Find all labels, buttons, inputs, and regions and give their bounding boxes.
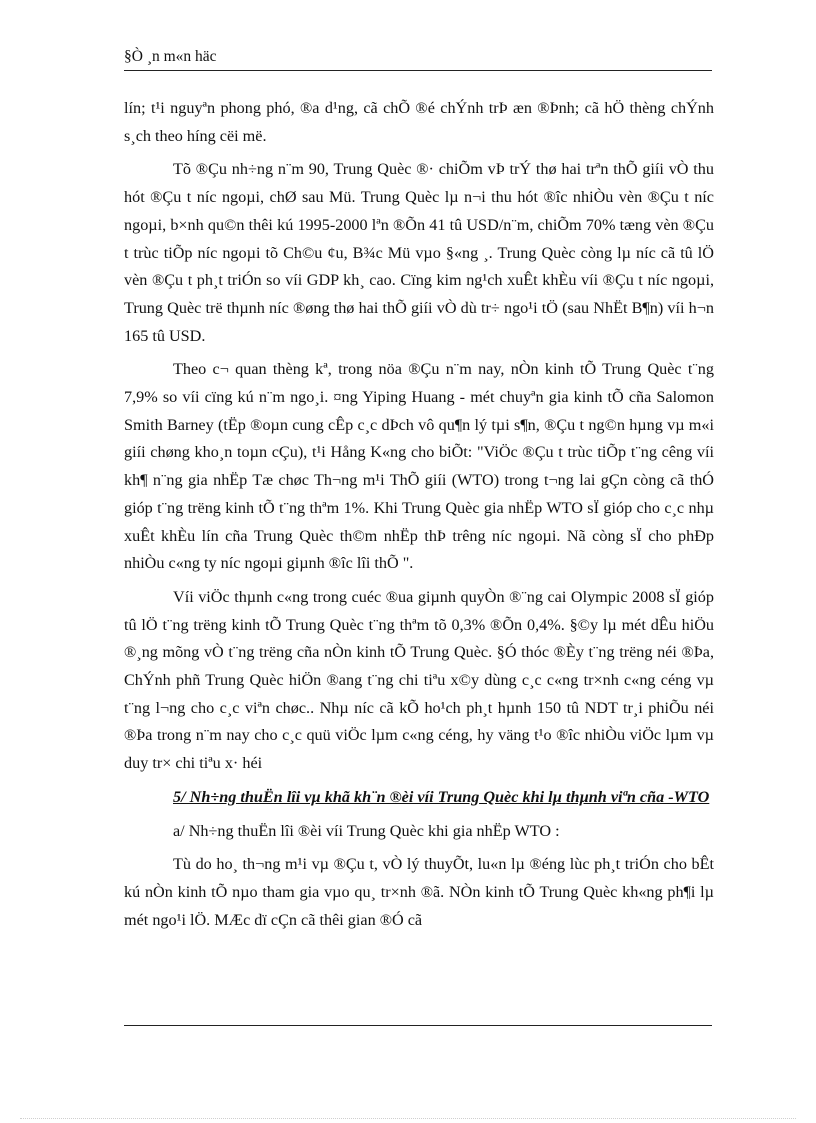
page-bottom-edge [20, 1118, 796, 1119]
subsection-title: a/ Nh÷ng thuËn lîi ®èi víi Trung Quèc khi gia nhËp WTO : [173, 821, 560, 840]
footer-divider [124, 1025, 712, 1026]
paragraph-2: Tõ ®Çu nh÷ng n¨m 90, Trung Quèc ®· chiÕm vÞ trÝ thø hai trªn thÕ giíi vÒ thu hót ®Çu t níc ngoµi, chØ sau Mü. Trung Quèc lµ n¬i thu hót ®îc nhiÒu vèn ®Çu t níc ngoµi, b×nh qu©n thêi kú 1995-2000 lªn ®Õn 41 tû USD/n¨m, chiÕm 70% tæng vèn ®Çu t trùc tiÕp níc ngoµi tõ Ch©u ¢u, B¾c Mü vµo §«ng ¸. Trung Quèc còng lµ níc cã tû lÖ vèn ®Çu t ph¸t triÓn so víi GDP kh¸ cao. Cïng kim ng¹ch xuÊt khÈu víi ®Çu t níc ngoµi, Trung Quèc trë thµnh níc ®øng thø hai thÕ giíi vÒ dù tr÷ ngo¹i tÖ (sau NhËt B¶n) víi h¬n 165 tû USD. [124, 160, 714, 345]
document-body [124, 95, 714, 940]
page-header: §Ò ¸n m«n häc [124, 48, 712, 71]
paragraph-5: Tù do ho¸ th¬ng m¹i vµ ®Çu t, vÒ lý thuyÕt, lu«n lµ ®éng lùc ph¸t triÓn cho bÊt kú nÒn kinh tÕ nµo tham gia vµo qu¸ tr×nh ®ã. NÒn kinh tÕ Trung Quèc kh«ng ph¶i lµ mét ngo¹i lÖ. MÆc dï cÇn cã thêi gian ®Ó cã [124, 855, 714, 929]
paragraph-1: lín; t¹i nguyªn phong phó, ®a d¹ng, cã chÕ ®é chÝnh trÞ æn ®Þnh; cã hÖ thèng chÝnh s¸ch theo híng cëi më. [124, 99, 714, 145]
section-heading: 5/ Nh÷ng thuËn lîi vµ khã kh¨n ®èi víi Trung Quèc khi lµ thµnh viªn cña -WTO [173, 787, 710, 806]
paragraph-4: Víi viÖc thµnh c«ng trong cuéc ®ua giµnh quyÒn ®¨ng cai Olympic 2008 sÏ gióp tû lÖ t¨ng trëng kinh tÕ Trung Quèc t¨ng thªm tõ 0,3% ®Õn 0,4%. §©y lµ mét dÊu hiÖu ®¸ng mõng vÒ t¨ng trëng cña nÒn kinh tÕ Trung Quèc. §Ó thóc ®Èy t¨ng trëng néi ®Þa, ChÝnh phñ Trung Quèc hiÖn ®ang t¨ng chi tiªu x©y dùng c¸c c«ng tr×nh c«ng céng vµ t¨ng l¬ng cho c¸c viªn chøc.. Nhµ níc cã kÕ ho¹ch ph¸t hµnh 150 tû NDT tr¸i phiÕu néi ®Þa trong n¨m nay cho c¸c quü viÖc lµm c«ng céng, hy väng t¹o ®îc nhiÒu viÖc lµm vµ duy tr× chi tiªu x· héi [124, 587, 714, 773]
paragraph-3: Theo c¬ quan thèng kª, trong nöa ®Çu n¨m nay, nÒn kinh tÕ Trung Quèc t¨ng 7,9% so víi cïng kú n¨m ngo¸i. ¤ng Yiping Huang - mét chuyªn gia kinh tÕ cña Salomon Smith Barney (tËp ®oµn cung cÊp c¸c dÞch vô qu¶n lý tµi s¶n, ®Çu t ng©n hµng vµ m«i giíi chøng kho¸n toµn cÇu), t¹i Hång K«ng cho biÕt: "ViÖc ®Çu t trùc tiÕp t¨ng cêng víi kh¶ n¨ng gia nhËp Tæ chøc Th¬ng m¹i ThÕ giíi (WTO) trong t¬ng lai gÇn còng cã thÓ gióp t¨ng trëng kinh tÕ t¨ng thªm 1%. Khi Trung Quèc gia nhËp WTO sÏ gióp cho c¸c nhµ xuÊt khÈu lín cña Trung Quèc th©m nhËp thÞ trêng níc ngoµi. Nã còng sÏ cho phÐp nhiÒu c«ng ty níc ngoµi giµnh ®îc lîi thÕ ". [124, 360, 714, 573]
